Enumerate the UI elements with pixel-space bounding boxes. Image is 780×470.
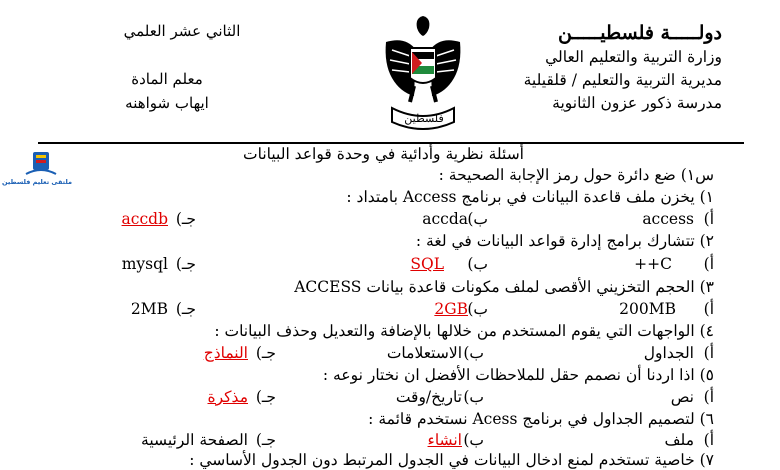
question-6: ٦) لتصميم الجداول في برنامج Acess نستخدم قائمة : [368, 410, 714, 428]
q1-option-c-label: جـ) [175, 210, 196, 228]
q5-option-c-correct: مذكرة [207, 388, 248, 406]
q4-option-b-label: ب) [463, 344, 484, 362]
q6-option-a: ملف [664, 431, 694, 449]
section-heading: س١) ضع دائرة حول رمز الإجابة الصحيحة : [438, 166, 714, 184]
side-logo [2, 150, 72, 192]
question-4: ٤) الواجهات التي يقوم المستخدم من خلالها بالإضافة والتعديل وحذف البيانات : [214, 322, 714, 340]
q6-option-b-label: ب) [463, 431, 484, 449]
header-divider [38, 142, 744, 144]
q2-option-b-label: ب) [467, 255, 488, 273]
q6-option-c: الصفحة الرئيسية [141, 431, 248, 449]
q4-option-a: الجداول [643, 344, 694, 362]
q5-option-b-label: ب) [463, 388, 484, 406]
emblem-caption: فلسطين [404, 112, 444, 125]
q2-option-c: mysql [121, 255, 168, 273]
question-3: ٣) الحجم التخزيني الأقصى لملف مكونات قاعدة بيانات ACCESS [294, 278, 714, 296]
q1-option-c-correct: accdb [121, 210, 168, 228]
q6-option-b-correct: انشاء [427, 431, 462, 449]
q3-option-b-label: ب) [467, 300, 488, 318]
q5-option-b: تاريخ/وقت [395, 388, 462, 406]
q4-option-c-correct: النماذج [203, 344, 248, 362]
question-7: ٧) خاصية تستخدم لمنع ادخال البيانات في الجدول المرتبط دون الجدول الأساسي : [189, 451, 714, 469]
question-1: ١) يخزن ملف قاعدة البيانات في برنامج Access بامتداد : [346, 188, 714, 206]
q3-option-a-label: أ) [703, 300, 714, 318]
q2-option-a-label: أ) [703, 255, 714, 273]
teacher-name: ايهاب شواهنه [125, 94, 209, 112]
grade-label: الثاني عشر العلمي [123, 22, 241, 40]
q4-option-c-label: جـ) [255, 344, 276, 362]
q5-option-a: نص [670, 388, 694, 406]
q2-option-b-correct: SQL [410, 255, 444, 273]
q6-option-c-label: جـ) [255, 431, 276, 449]
teacher-label: معلم المادة [131, 70, 203, 88]
q1-option-b: accda [422, 210, 468, 228]
q3-option-a: 200MB [619, 300, 676, 318]
q2-option-c-label: جـ) [175, 255, 196, 273]
q4-option-a-label: أ) [703, 344, 714, 362]
q1-option-a: access [642, 210, 694, 228]
palestine-emblem [378, 8, 468, 138]
q5-option-a-label: أ) [703, 388, 714, 406]
worksheet-title: أسئلة نظرية وأدائية في وحدة قواعد البيانات [243, 145, 524, 163]
q3-option-b-correct: 2GB [434, 300, 468, 318]
q6-option-a-label: أ) [703, 431, 714, 449]
question-5: ٥) اذا اردنا أن نصمم حقل للملاحظات الأفضل ان نختار نوعه : [322, 366, 714, 384]
q5-option-c-label: جـ) [255, 388, 276, 406]
book-logo-icon [10, 150, 72, 180]
directorate-name: مديرية التربية والتعليم / قلقيلية [523, 71, 722, 89]
q1-option-b-label: ب) [467, 210, 488, 228]
side-logo-caption: ملتقى تعليم فلسطين [2, 178, 72, 186]
q3-option-c-label: جـ) [175, 300, 196, 318]
ministry-name: وزارة التربية والتعليم العالي [545, 48, 722, 66]
school-name: مدرسة ذكور عزون الثانوية [552, 94, 722, 112]
q1-option-a-label: أ) [703, 210, 714, 228]
q3-option-c: 2MB [130, 300, 168, 318]
country-name: دولـــــة فلسطيـــــن [558, 22, 722, 44]
question-2: ٢) تتشارك برامج إدارة قواعد البيانات في لغة : [415, 232, 714, 250]
q2-option-a: C++ [634, 255, 672, 273]
q4-option-b: الاستعلامات [386, 344, 462, 362]
